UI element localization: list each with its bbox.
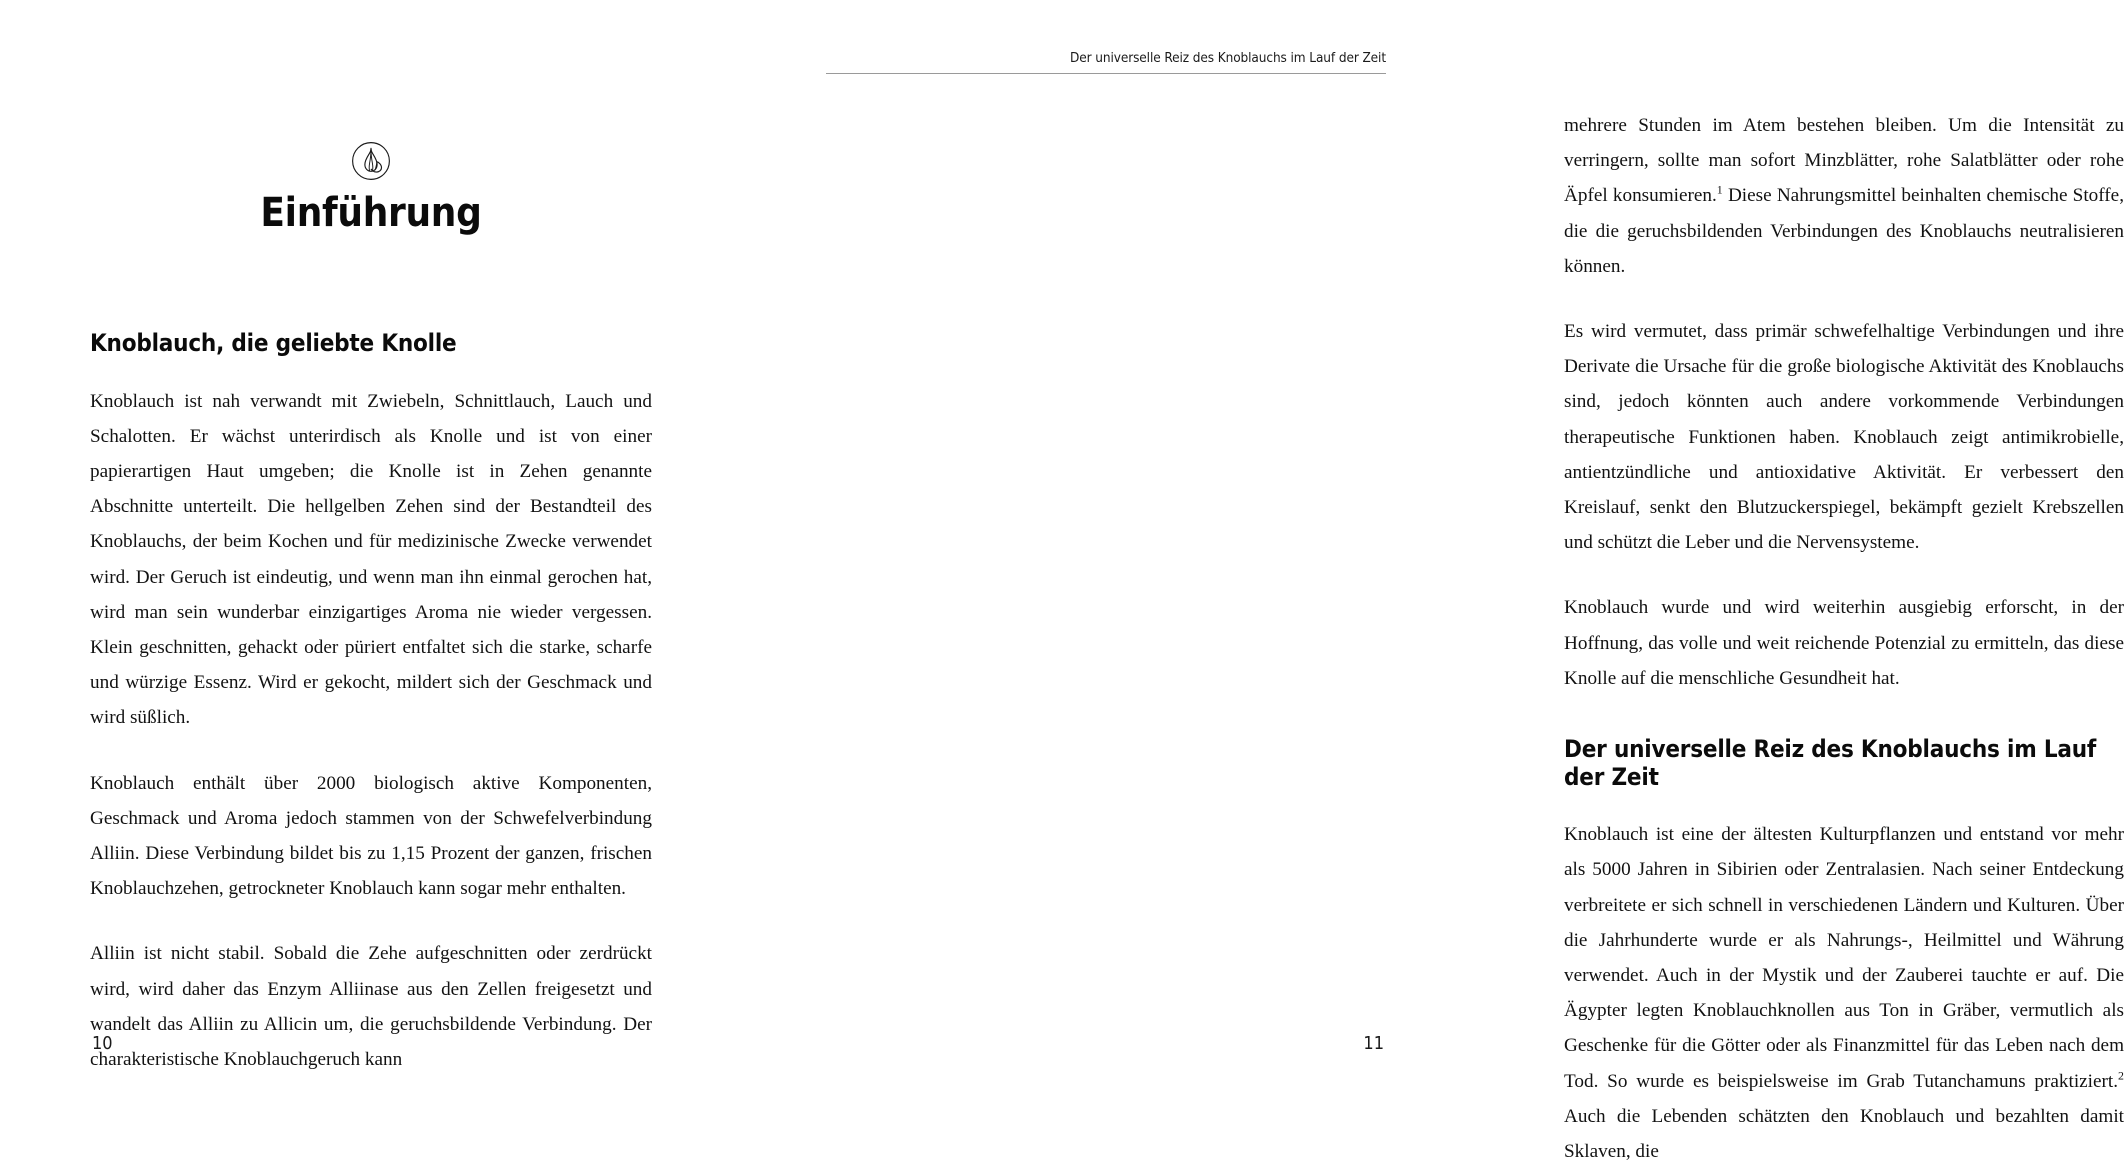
- chapter-opener: [90, 140, 652, 234]
- section-heading-universeller-reiz: Der universelle Reiz des Knoblauchs im Lauf der Zeit: [1564, 735, 2097, 791]
- paragraph-history-head: Knoblauch ist eine der ältesten Kulturpflanzen und entstand vor mehr als 5000 Jahren in Sibirien oder Zentralasien. Nach seiner Entdeckung verbreitete er sich schnell in verschiedenen Ländern und Kulturen. Über die Jahrhunderte wurde er als Nahrungs-, Heilmittel und Währung verwendet. Auch in der Mystik und der Zauberei tauchte er auf. Die Ägypter legten Knoblauchknollen aus Ton in Gräber, vermutlich als Geschenke für die Götter oder als Finanzmittel für das Leben nach dem Tod. So wurde es beispielsweise im Grab Tutanchamuns praktiziert.: [1564, 824, 2124, 1092]
- paragraph-history: [1564, 817, 2124, 1169]
- left-page: [0, 0, 738, 1104]
- paragraph-history-tail: Auch die Lebenden schätzten den Knoblauch und bezahlten damit Sklaven, die: [1564, 1105, 2124, 1163]
- page-number-left: 10: [92, 1033, 113, 1054]
- paragraph-continued: [1564, 108, 2124, 284]
- running-head-rule: [826, 73, 1386, 74]
- paragraph-continued-tail: Diese Nahrungsmittel beinhalten chemische Stoffe, die die geruchsbildenden Verbindungen des Knoblauchs neutralisieren können.: [1564, 185, 2124, 277]
- right-text-column: [1564, 108, 2124, 1169]
- paragraph: Alliin ist nicht stabil. Sobald die Zehe aufgeschnitten oder zerdrückt wird, wird daher das Enzym Alliinase aus den Zellen freigesetzt und wandelt das Alliin zu Allicin um, die geruchsbildende Verbindung. Der charakteristische Knoblauchgeruch kann: [90, 943, 652, 1071]
- right-page: [738, 0, 2124, 1163]
- paragraph: Knoblauch ist nah verwandt mit Zwiebeln, Schnittlauch, Lauch und Schalotten. Er wächst unterirdisch als Knolle und ist von einer papierartigen Haut umgeben; die Knolle ist in Zehen genannte Abschnitte unterteilt. Die hellgelben Zehen sind der Bestandteil des Knoblauchs, der beim Kochen und für medizinische Zwecke verwendet wird. Der Geruch ist eindeutig, und wenn man ihn einmal gerochen hat, wird man sein wunderbar einzigartiges Aroma nie wieder vergessen. Klein geschnitten, gehackt oder püriert entfaltet sich die starke, scharfe und würzige Essenz. Wird er gekocht, mildert sich der Geschmack und wird süßlich.: [90, 390, 652, 729]
- footnote-marker-2: 2: [2118, 1068, 2124, 1083]
- running-head: Der universelle Reiz des Knoblauchs im Lauf der Zeit: [1069, 50, 1386, 66]
- paragraph-continued-text: mehrere Stunden im Atem bestehen bleiben. Um die Intensität zu verringern, sollte man sofort Minzblätter, rohe Salatblätter oder rohe Äpfel konsumieren.: [1564, 115, 2124, 207]
- footnote-marker-1: 1: [1716, 183, 1723, 198]
- paragraph: Es wird vermutet, dass primär schwefelhaltige Verbindungen und ihre Derivate die Ursache für die große biologische Aktivität des Knoblauchs sind, jedoch könnten auch andere vorkommende Verbindungen therapeutische Funktionen haben. Knoblauch zeigt antimikrobielle, antientzündliche und antioxidative Aktivität. Er verbessert den Kreislauf, senkt den Blutzuckerspiegel, bekämpft gezielt Krebszellen und schützt die Leber und die Nervensysteme.: [1564, 321, 2124, 554]
- section-heading-knoblauch: Knoblauch, die geliebte Knolle: [90, 329, 457, 357]
- left-text-column: [90, 330, 652, 1077]
- paragraph: Knoblauch wurde und wird weiterhin ausgiebig erforscht, in der Hoffnung, das volle und weit reichende Potenzial zu ermitteln, das diese Knolle auf die menschliche Gesundheit hat.: [1564, 597, 2124, 689]
- chapter-title: Einführung: [260, 190, 482, 236]
- garlic-bulb-icon: [350, 140, 392, 182]
- page-number-right: 11: [1363, 1033, 1384, 1054]
- paragraph: Knoblauch enthält über 2000 biologisch aktive Komponenten, Geschmack und Aroma jedoch stammen von der Schwefelverbindung Alliin. Diese Verbindung bildet bis zu 1,15 Prozent der ganzen, frischen Knoblauchzehen, getrockneter Knoblauch kann sogar mehr enthalten.: [90, 772, 652, 900]
